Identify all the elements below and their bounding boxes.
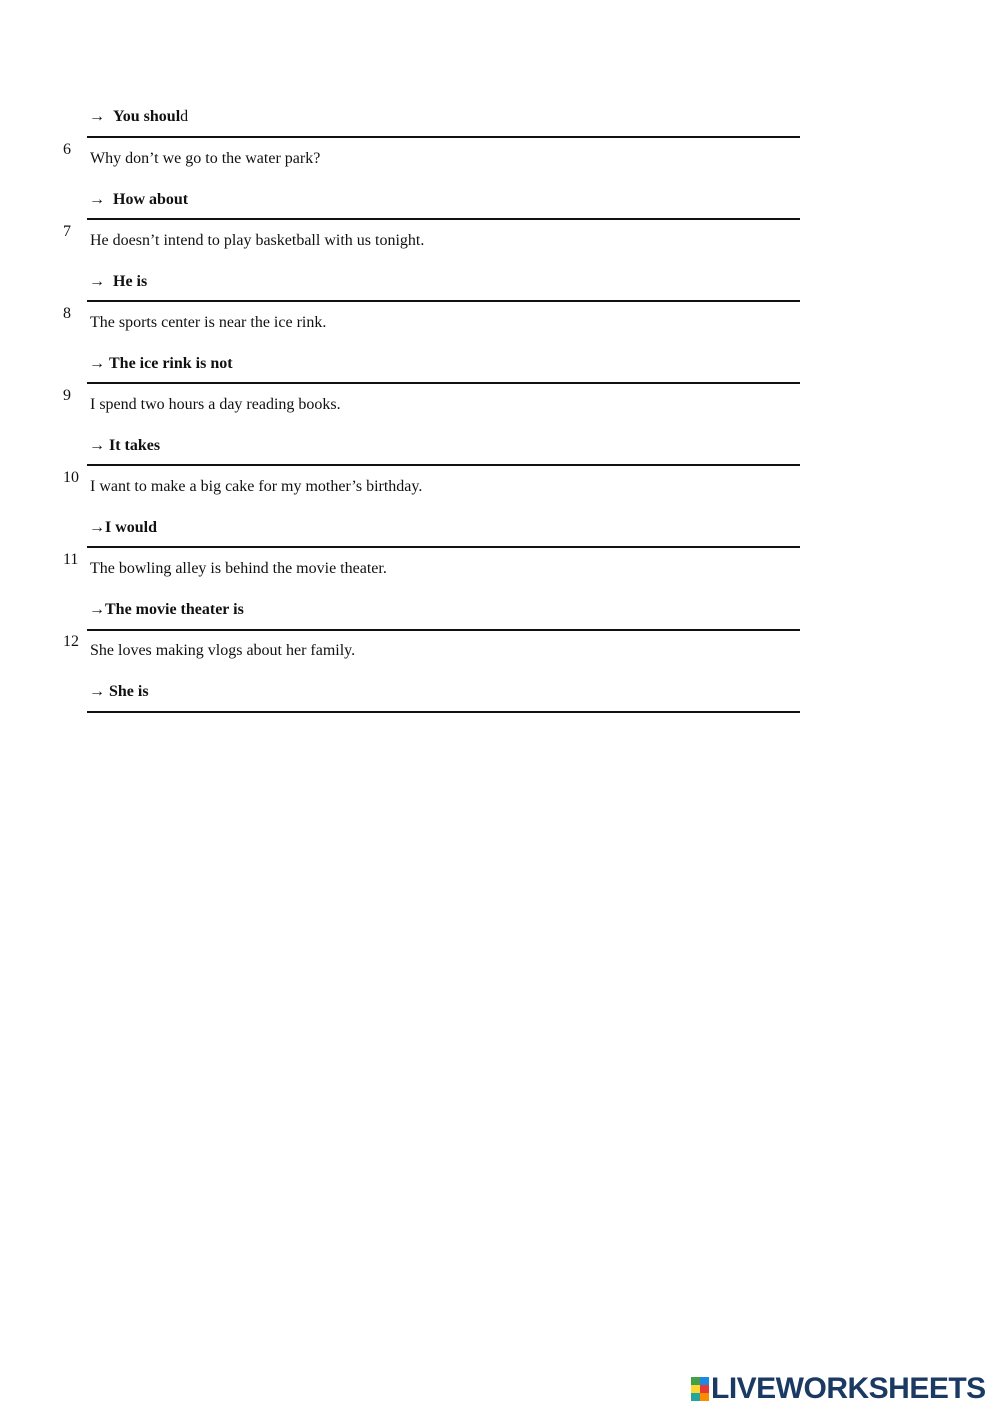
question-number-8: 8 bbox=[63, 305, 71, 322]
prompt-text: She is bbox=[109, 683, 149, 700]
answer-line-7[interactable] bbox=[87, 300, 800, 302]
answer-line-12[interactable] bbox=[87, 711, 800, 713]
question-sentence-12: She loves making vlogs about her family. bbox=[90, 642, 356, 659]
prompt-text: I would bbox=[105, 519, 158, 536]
question-number-10: 10 bbox=[63, 469, 79, 486]
prompt-text: The ice rink is not bbox=[109, 355, 233, 372]
question-sentence-7: He doesn’t intend to play basketball with us tonight. bbox=[90, 232, 425, 249]
answer-line-10[interactable] bbox=[87, 546, 800, 548]
arrow-icon: → bbox=[89, 355, 105, 372]
answer-prompt-6 bbox=[89, 190, 188, 210]
answer-prompt-9 bbox=[89, 436, 160, 456]
answer-line-11[interactable] bbox=[87, 629, 800, 631]
question-sentence-9: I spend two hours a day reading books. bbox=[90, 396, 341, 413]
question-number-9: 9 bbox=[63, 387, 71, 404]
prompt-text: The movie theater is bbox=[105, 601, 244, 618]
answer-prompt-8 bbox=[89, 354, 233, 374]
prompt-text: It takes bbox=[109, 437, 161, 454]
question-number-7: 7 bbox=[63, 223, 71, 240]
question-sentence-6: Why don’t we go to the water park? bbox=[90, 150, 321, 167]
answer-line-5[interactable] bbox=[87, 136, 800, 138]
liveworksheets-logo bbox=[691, 1373, 986, 1405]
answer-line-6[interactable] bbox=[87, 218, 800, 220]
prompt-text: How about bbox=[113, 191, 189, 208]
liveworksheets-logo-icon bbox=[691, 1377, 709, 1401]
answer-line-9[interactable] bbox=[87, 464, 800, 466]
arrow-icon: → bbox=[89, 683, 105, 700]
question-number-12: 12 bbox=[63, 633, 79, 650]
question-sentence-11: The bowling alley is behind the movie theater. bbox=[90, 560, 387, 577]
prompt-text: He is bbox=[113, 273, 148, 290]
question-number-6: 6 bbox=[63, 141, 71, 158]
arrow-icon: → bbox=[89, 519, 105, 536]
arrow-icon: → bbox=[89, 108, 105, 125]
answer-prompt-7 bbox=[89, 272, 147, 292]
arrow-icon: → bbox=[89, 601, 105, 618]
arrow-icon: → bbox=[89, 437, 105, 454]
answer-prompt-12 bbox=[89, 682, 149, 702]
question-sentence-8: The sports center is near the ice rink. bbox=[90, 314, 327, 331]
prompt-normal: d bbox=[180, 108, 189, 125]
answer-prompt-11 bbox=[89, 600, 244, 620]
logo-text: LIVEWORKSHEETS bbox=[711, 1372, 986, 1405]
answer-prompt-5 bbox=[89, 107, 188, 127]
question-number-11: 11 bbox=[63, 551, 79, 568]
arrow-icon: → bbox=[89, 273, 105, 290]
question-sentence-10: I want to make a big cake for my mother’s birthday. bbox=[90, 478, 423, 495]
arrow-icon: → bbox=[89, 191, 105, 208]
answer-prompt-10 bbox=[89, 518, 157, 538]
prompt-bold: You shoul bbox=[113, 108, 181, 125]
answer-line-8[interactable] bbox=[87, 382, 800, 384]
